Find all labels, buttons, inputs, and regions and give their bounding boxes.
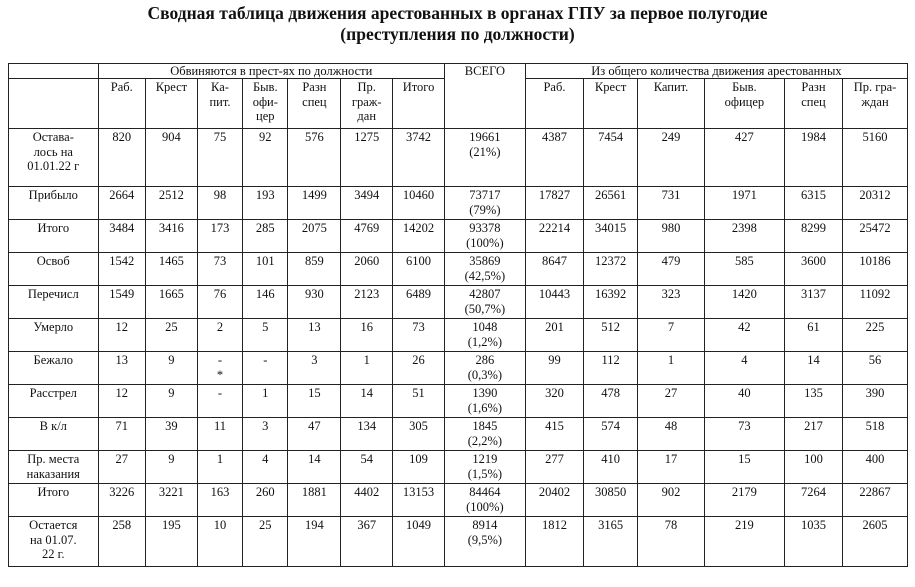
table-cell: 478 <box>584 385 638 418</box>
table-row <box>9 286 908 319</box>
table-cell: 193 <box>243 187 288 220</box>
table-cell: 5 <box>243 319 288 352</box>
table-cell: 17 <box>638 451 705 484</box>
table-cell: 26561 <box>584 187 638 220</box>
table-cell: 260 <box>243 484 288 517</box>
table-cell: 2179 <box>704 484 784 517</box>
table-cell: 25472 <box>843 220 908 253</box>
table-cell: 13153 <box>393 484 445 517</box>
table-cell: 219 <box>704 517 784 567</box>
table-cell: 2398 <box>704 220 784 253</box>
table-cell: 26 <box>393 352 445 385</box>
table-cell: 9 <box>146 451 198 484</box>
table-cell: 13 <box>288 319 341 352</box>
table-cell: 390 <box>843 385 908 418</box>
row-label: Освоб <box>9 253 99 286</box>
row-label: Расстрел <box>9 385 99 418</box>
table-cell: 3226 <box>98 484 145 517</box>
table-cell: 4387 <box>525 129 583 187</box>
table-cell: 7454 <box>584 129 638 187</box>
table-cell: 15 <box>288 385 341 418</box>
table-row <box>9 517 908 567</box>
table-cell: 427 <box>704 129 784 187</box>
table-row <box>9 418 908 451</box>
table-cell: 576 <box>288 129 341 187</box>
total-cell: 8914 (9,5%) <box>444 517 525 567</box>
table-cell: 1 <box>243 385 288 418</box>
table-row <box>9 319 908 352</box>
table-cell: 40 <box>704 385 784 418</box>
table-cell: 42 <box>704 319 784 352</box>
table-cell: 6315 <box>784 187 842 220</box>
column-header-left: Разн спец <box>288 79 341 129</box>
table-cell: 1420 <box>704 286 784 319</box>
table-cell: 11 <box>197 418 242 451</box>
table-cell: 163 <box>197 484 242 517</box>
table-cell: 22214 <box>525 220 583 253</box>
table-cell: 3137 <box>784 286 842 319</box>
table-cell: 285 <box>243 220 288 253</box>
row-label: В к/л <box>9 418 99 451</box>
table-cell: 1542 <box>98 253 145 286</box>
table-cell: 4769 <box>341 220 393 253</box>
table-cell: 3742 <box>393 129 445 187</box>
total-cell: 1390 (1,6%) <box>444 385 525 418</box>
table-cell: 112 <box>584 352 638 385</box>
table-cell: 415 <box>525 418 583 451</box>
table-cell: 320 <box>525 385 583 418</box>
total-cell: 1845 (2,2%) <box>444 418 525 451</box>
table-cell: 225 <box>843 319 908 352</box>
table-cell: 3 <box>288 352 341 385</box>
table-cell: 3221 <box>146 484 198 517</box>
table-cell: 4 <box>243 451 288 484</box>
table-cell: 1984 <box>784 129 842 187</box>
row-label: Остается на 01.07. 22 г. <box>9 517 99 567</box>
table-cell: 10186 <box>843 253 908 286</box>
table-cell: 2075 <box>288 220 341 253</box>
table-cell: 2605 <box>843 517 908 567</box>
table-row <box>9 220 908 253</box>
arrests-summary-table <box>8 63 908 567</box>
table-cell: 16 <box>341 319 393 352</box>
table-cell: 1549 <box>98 286 145 319</box>
table-cell: 173 <box>197 220 242 253</box>
table-cell: 54 <box>341 451 393 484</box>
column-header-left: Раб. <box>98 79 145 129</box>
table-cell: 7 <box>638 319 705 352</box>
table-cell: 2512 <box>146 187 198 220</box>
table-cell: 4402 <box>341 484 393 517</box>
table-cell: 34015 <box>584 220 638 253</box>
table-cell: 27 <box>638 385 705 418</box>
table-cell: 25 <box>146 319 198 352</box>
table-cell: 8299 <box>784 220 842 253</box>
column-header-right: Разн спец <box>784 79 842 129</box>
row-label: Пр. места наказания <box>9 451 99 484</box>
row-label: Прибыло <box>9 187 99 220</box>
table-cell: 3494 <box>341 187 393 220</box>
table-row <box>9 385 908 418</box>
table-cell: 1 <box>197 451 242 484</box>
table-cell: 277 <box>525 451 583 484</box>
table-row <box>9 484 908 517</box>
table-cell: 73 <box>704 418 784 451</box>
table-cell: 56 <box>843 352 908 385</box>
table-cell: 3416 <box>146 220 198 253</box>
group-movement-header: Из общего количества движения арестованных <box>525 64 907 79</box>
table-cell: 6100 <box>393 253 445 286</box>
table-cell: 980 <box>638 220 705 253</box>
table-cell: 820 <box>98 129 145 187</box>
table-cell: 146 <box>243 286 288 319</box>
table-cell: 2060 <box>341 253 393 286</box>
total-cell: 19661 (21%) <box>444 129 525 187</box>
table-cell: 1971 <box>704 187 784 220</box>
table-cell: 12372 <box>584 253 638 286</box>
row-label: Перечисл <box>9 286 99 319</box>
table-cell: 2664 <box>98 187 145 220</box>
table-cell: 5160 <box>843 129 908 187</box>
table-cell: 17827 <box>525 187 583 220</box>
table-cell: 11092 <box>843 286 908 319</box>
total-cell: 42807 (50,7%) <box>444 286 525 319</box>
table-cell: 14 <box>341 385 393 418</box>
table-cell: 1812 <box>525 517 583 567</box>
row-label: Умерло <box>9 319 99 352</box>
table-cell: 400 <box>843 451 908 484</box>
row-label: Итого <box>9 220 99 253</box>
table-cell: 1 <box>638 352 705 385</box>
document-title <box>0 3 915 45</box>
table-cell: 14202 <box>393 220 445 253</box>
table-cell: 13 <box>98 352 145 385</box>
table-cell: 20312 <box>843 187 908 220</box>
title-line-1: Сводная таблица движения арестованных в органах ГПУ за первое полугодие <box>147 3 768 23</box>
table-cell: 7264 <box>784 484 842 517</box>
table-cell: 518 <box>843 418 908 451</box>
table-cell: 2 <box>197 319 242 352</box>
table-cell: 1035 <box>784 517 842 567</box>
table-cell: 479 <box>638 253 705 286</box>
table-cell: - <box>197 385 242 418</box>
total-cell: 84464 (100%) <box>444 484 525 517</box>
table-cell: 201 <box>525 319 583 352</box>
table-cell: 25 <box>243 517 288 567</box>
table-cell: 39 <box>146 418 198 451</box>
total-cell: 35869 (42,5%) <box>444 253 525 286</box>
table-cell: 30850 <box>584 484 638 517</box>
table-cell: 10 <box>197 517 242 567</box>
table-cell: 194 <box>288 517 341 567</box>
table-cell: 47 <box>288 418 341 451</box>
column-header-left: Крест <box>146 79 198 129</box>
table-cell: 904 <box>146 129 198 187</box>
table-cell: 73 <box>393 319 445 352</box>
column-header-right: Капит. <box>638 79 705 129</box>
table-cell: 100 <box>784 451 842 484</box>
table-cell: 134 <box>341 418 393 451</box>
table-cell: 22867 <box>843 484 908 517</box>
table-cell: 12 <box>98 319 145 352</box>
table-cell: 585 <box>704 253 784 286</box>
table-cell: 78 <box>638 517 705 567</box>
corner-cell <box>9 64 99 79</box>
row-label-header <box>9 79 99 129</box>
column-header-right: Раб. <box>525 79 583 129</box>
row-label: Итого <box>9 484 99 517</box>
table-cell: 135 <box>784 385 842 418</box>
table-cell: 3600 <box>784 253 842 286</box>
table-cell: 2123 <box>341 286 393 319</box>
table-cell: 9 <box>146 352 198 385</box>
total-cell: 73717 (79%) <box>444 187 525 220</box>
group-accused-header: Обвиняются в прест-ях по должности <box>98 64 444 79</box>
total-cell: 93378 (100%) <box>444 220 525 253</box>
table-cell: 15 <box>704 451 784 484</box>
table-cell: 92 <box>243 129 288 187</box>
table-cell: 20402 <box>525 484 583 517</box>
table-cell: 3 <box>243 418 288 451</box>
table-cell: 574 <box>584 418 638 451</box>
table-cell: 1275 <box>341 129 393 187</box>
column-header-left: Итого <box>393 79 445 129</box>
table-cell: 930 <box>288 286 341 319</box>
table-cell: - <box>243 352 288 385</box>
table-cell: 3165 <box>584 517 638 567</box>
table-cell: 99 <box>525 352 583 385</box>
table-cell: 8647 <box>525 253 583 286</box>
table-cell: 902 <box>638 484 705 517</box>
table-cell: 9 <box>146 385 198 418</box>
total-cell: 1048 (1,2%) <box>444 319 525 352</box>
table-cell: 75 <box>197 129 242 187</box>
table-cell: 14 <box>288 451 341 484</box>
table-cell: 101 <box>243 253 288 286</box>
table-row <box>9 451 908 484</box>
table-cell: 410 <box>584 451 638 484</box>
group-header-row <box>9 64 908 79</box>
table-cell: 217 <box>784 418 842 451</box>
column-header-right: Крест <box>584 79 638 129</box>
total-cell: 286 (0,3%) <box>444 352 525 385</box>
table-cell: 4 <box>704 352 784 385</box>
table-cell: 27 <box>98 451 145 484</box>
table-cell: 859 <box>288 253 341 286</box>
row-label: Остава- лось на 01.01.22 г <box>9 129 99 187</box>
table-cell: 73 <box>197 253 242 286</box>
table-cell: 10443 <box>525 286 583 319</box>
group-total-header: ВСЕГО <box>444 64 525 129</box>
table-cell: 249 <box>638 129 705 187</box>
table-cell: 323 <box>638 286 705 319</box>
table-cell: 1 <box>341 352 393 385</box>
table-cell: 258 <box>98 517 145 567</box>
table-cell: - * <box>197 352 242 385</box>
table-cell: 512 <box>584 319 638 352</box>
table-cell: 48 <box>638 418 705 451</box>
table-cell: 195 <box>146 517 198 567</box>
column-header-right: Пр. гра- ждан <box>843 79 908 129</box>
table-cell: 3484 <box>98 220 145 253</box>
table-cell: 1665 <box>146 286 198 319</box>
table-cell: 1465 <box>146 253 198 286</box>
table-cell: 61 <box>784 319 842 352</box>
table-cell: 367 <box>341 517 393 567</box>
table-cell: 51 <box>393 385 445 418</box>
table-row <box>9 129 908 187</box>
table-cell: 731 <box>638 187 705 220</box>
total-cell: 1219 (1,5%) <box>444 451 525 484</box>
table-cell: 6489 <box>393 286 445 319</box>
column-header-right: Быв. офицер <box>704 79 784 129</box>
title-line-2: (преступления по должности) <box>340 24 575 44</box>
table-cell: 14 <box>784 352 842 385</box>
table-cell: 12 <box>98 385 145 418</box>
table-cell: 1881 <box>288 484 341 517</box>
table-cell: 76 <box>197 286 242 319</box>
table-cell: 1499 <box>288 187 341 220</box>
table-cell: 305 <box>393 418 445 451</box>
table-cell: 98 <box>197 187 242 220</box>
table-cell: 109 <box>393 451 445 484</box>
table-cell: 1049 <box>393 517 445 567</box>
column-header-left: Пр. граж- дан <box>341 79 393 129</box>
column-header-left: Быв. офи- цер <box>243 79 288 129</box>
table-cell: 71 <box>98 418 145 451</box>
table-row <box>9 253 908 286</box>
table-cell: 10460 <box>393 187 445 220</box>
column-header-left: Ка- пит. <box>197 79 242 129</box>
table-cell: 16392 <box>584 286 638 319</box>
table-row <box>9 187 908 220</box>
row-label: Бежало <box>9 352 99 385</box>
table-row <box>9 352 908 385</box>
